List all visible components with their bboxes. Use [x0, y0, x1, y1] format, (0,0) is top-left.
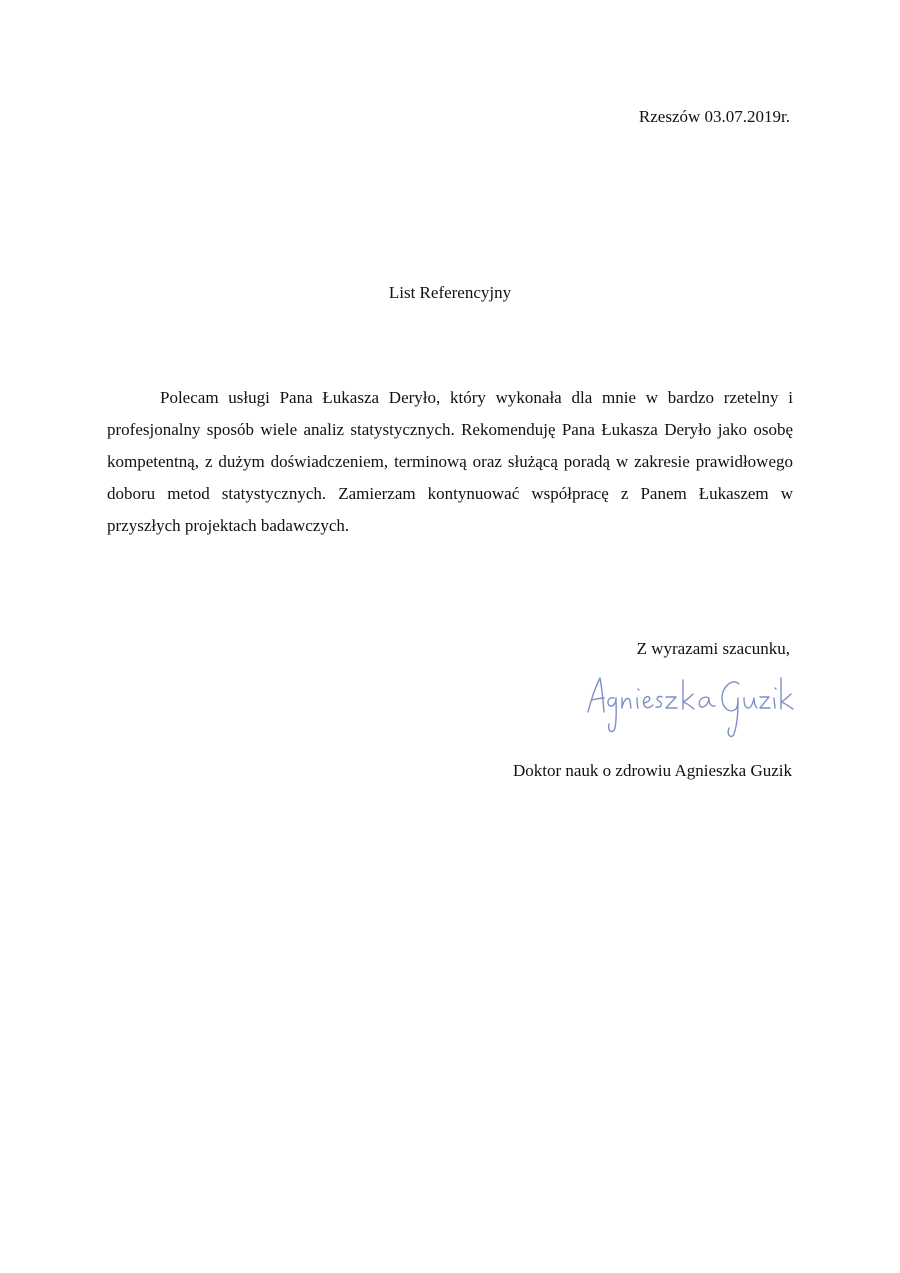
letter-title: List Referencyjny: [388, 283, 512, 302]
handwritten-signature: [582, 672, 797, 744]
signer-name: Doktor nauk o zdrowiu Agnieszka Guzik: [512, 761, 792, 780]
place-date: Rzeszów 03.07.2019r.: [638, 107, 790, 126]
letter-body: Polecam usługi Pana Łukasza Deryło, który wykonała dla mnie w bardzo rzetelny i profesjonalny sposób wiele analiz statystycznych. Rekomenduję Pana Łukasza Deryło jako osobę kompetentną, z dużym doświadczeniem, terminową oraz służącą poradą w zakresie prawidłowego doboru metod statystycznych. Zamierzam kontynuować współpracę z Panem Łukaszem w przyszłych projektach badawczych.: [107, 388, 793, 535]
closing-phrase: Z wyrazami szacunku,: [636, 639, 790, 658]
